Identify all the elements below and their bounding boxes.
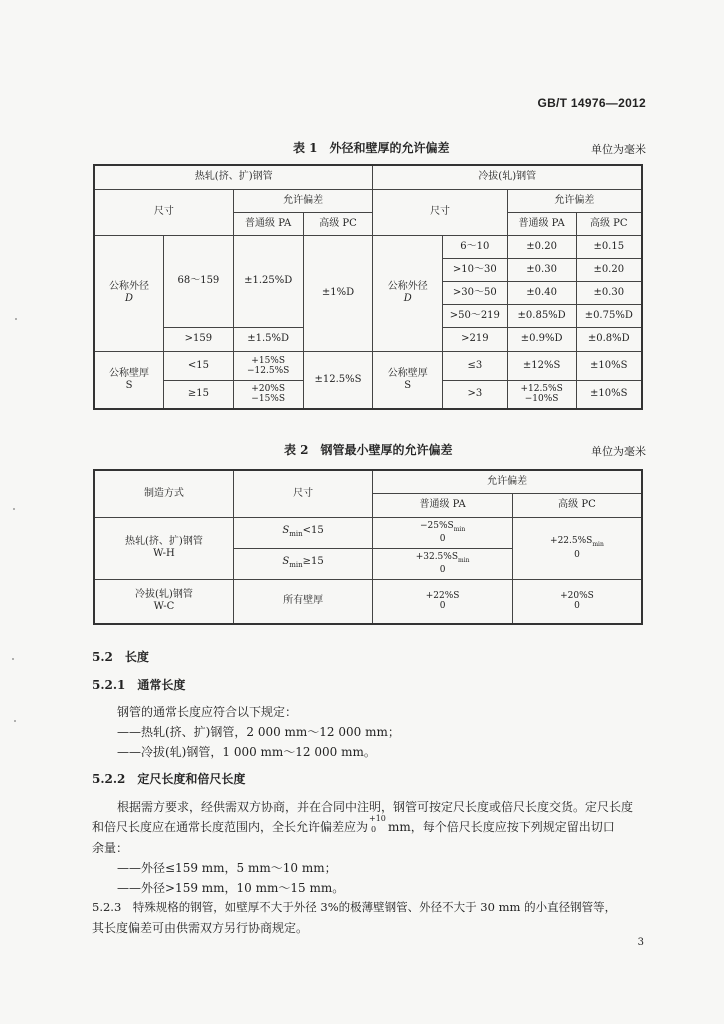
t1-cold-pa-header: 普通级 PA — [507, 212, 576, 235]
t1-hot-wt-r2-pa: +20%S −15%S — [233, 380, 303, 409]
s-symbol: S — [282, 556, 290, 567]
od-symbol: D — [403, 293, 412, 304]
t2-hot-pa-lt15 — [373, 517, 513, 548]
t1-cold-size: >219 — [442, 327, 507, 351]
s-subscript: min — [453, 525, 466, 533]
section-5-2-1: 5.2.1 通常长度 — [92, 678, 186, 692]
t1-hot-wt-r2-size: ≥15 — [164, 380, 234, 409]
t2-cold-code: W-C — [153, 601, 175, 613]
list-item: ——冷拔(轧)钢管，1 000 mm～12 000 mm。 — [117, 745, 376, 759]
t1-cold-pc: ±10%S — [576, 351, 642, 380]
t1-hot-size-header: 尺寸 — [94, 189, 233, 235]
s-subscript: min — [458, 556, 470, 564]
t1-cold-pa: ±0.20 — [507, 235, 576, 258]
t2-hot-size-lt15 — [233, 517, 372, 548]
t1-hot-wt-r1-size: <15 — [164, 351, 234, 380]
text-run: 和倍尺长度应在通常长度范围内，全长允许偏差应为 — [92, 820, 369, 834]
t1-cold-size: >30～50 — [442, 281, 507, 304]
tolerance-upper: +10 — [369, 814, 386, 823]
wt-symbol: S — [404, 379, 412, 391]
s-symbol: S — [282, 525, 290, 536]
t1-hot-od-pc: ±1%D — [303, 235, 373, 351]
t1-cold-od-label — [373, 235, 443, 351]
deviation-value: +22%S — [425, 591, 460, 602]
lower-zero: 0 — [439, 601, 446, 612]
paragraph: 钢管的通常长度应符合以下规定： — [117, 705, 298, 719]
t1-hot-header: 热轧(挤、扩)钢管 — [94, 165, 373, 189]
size-value: ≥15 — [302, 556, 324, 567]
scan-speck — [15, 318, 17, 320]
t2-hot-method — [94, 517, 233, 579]
t2-hot-pc — [512, 517, 642, 579]
t1-cold-pa: ±0.9%D — [507, 327, 576, 351]
paragraph: 根据需方要求，经供需双方协商，并在合同中注明，钢管可按定尺长度或倍尺长度交货。定尺长度 — [117, 800, 634, 814]
t2-hot-name: 热轧(挤、扩)钢管 — [125, 536, 203, 547]
paragraph: 余量： — [92, 841, 129, 855]
scan-speck — [13, 508, 15, 510]
t1-cold-pc: ±0.20 — [576, 258, 642, 281]
scan-speck — [14, 720, 16, 722]
t1-cold-size: >3 — [442, 380, 507, 409]
t2-hot-code: W-H — [153, 548, 175, 559]
t1-cold-pc: ±0.15 — [576, 235, 642, 258]
od-symbol: D — [125, 293, 134, 304]
list-item: ——外径>159 mm，10 mm～15 mm。 — [117, 881, 345, 895]
t1-cold-pc: ±10%S — [576, 380, 642, 409]
t1-cold-pa: ±0.30 — [507, 258, 576, 281]
t1-cold-pc: ±0.8%D — [576, 327, 642, 351]
deviation-value: −25%S — [420, 520, 454, 531]
t1-hot-pc-header: 高级 PC — [303, 212, 373, 235]
tolerance — [368, 814, 388, 834]
t2-allow-header: 允许偏差 — [373, 470, 642, 493]
t2-hot-pa-ge15 — [373, 548, 513, 579]
deviation-value: +20%S — [560, 591, 594, 602]
section-5-2-2: 5.2.2 定尺长度和倍尺长度 — [92, 772, 246, 786]
t1-cold-header: 冷拔(轧)钢管 — [373, 165, 642, 189]
wt-label-text: 公称壁厚 — [387, 367, 428, 379]
t1-cold-pa: +12.5%S −10%S — [507, 380, 576, 409]
t1-cold-pa: ±0.85%D — [507, 304, 576, 327]
t2-pa-header: 普通级 PA — [373, 493, 513, 517]
t1-cold-pc-header: 高级 PC — [576, 212, 642, 235]
table1-caption: 表 1 外径和壁厚的允许偏差 — [293, 141, 450, 155]
t2-size-header: 尺寸 — [233, 470, 372, 517]
t1-cold-size: 6～10 — [442, 235, 507, 258]
s-subscript: min — [289, 530, 303, 538]
page-number: 3 — [637, 937, 644, 948]
lower-zero: 0 — [574, 549, 580, 560]
t1-hot-od-r2-pa: ±1.5%D — [233, 327, 303, 351]
t2-cold-name: 冷拔(轧)钢管 — [135, 589, 193, 601]
t1-cold-size: ≤3 — [442, 351, 507, 380]
t2-cold-pc — [512, 579, 642, 624]
t2-cold-size: 所有壁厚 — [233, 579, 372, 624]
t1-hot-od-r2-size: >159 — [164, 327, 234, 351]
tolerance-lower: 0 — [371, 825, 377, 834]
table1-unit: 单位为毫米 — [591, 143, 646, 156]
section-5-2: 5.2 长度 — [92, 650, 149, 664]
wt-label-text: 公称壁厚 — [109, 367, 150, 379]
list-item: ——外径≤159 mm，5 mm～10 mm； — [117, 861, 337, 875]
paragraph: 其长度偏差可由供需双方另行协商规定。 — [92, 921, 309, 935]
text-run: mm，每个倍尺长度应按下列规定留出切口 — [388, 820, 615, 834]
t1-cold-size: >50～219 — [442, 304, 507, 327]
t1-cold-size: >10～30 — [442, 258, 507, 281]
t1-hot-pa-header: 普通级 PA — [233, 212, 303, 235]
t1-hot-wt-r1-pa: +15%S −12.5%S — [233, 351, 303, 380]
t1-hot-od-label — [94, 235, 164, 351]
t2-cold-method — [94, 579, 233, 624]
t2-pc-header: 高级 PC — [512, 493, 642, 517]
lower-zero: 0 — [439, 565, 446, 576]
size-value: <15 — [302, 525, 324, 536]
lower-zero: 0 — [574, 601, 580, 612]
wt-symbol: S — [125, 379, 133, 391]
t1-hot-wt-label — [94, 351, 164, 409]
lower-zero: 0 — [439, 534, 446, 545]
t1-cold-pc: ±0.30 — [576, 281, 642, 304]
t1-cold-pa: ±12%S — [507, 351, 576, 380]
t2-hot-size-ge15 — [233, 548, 372, 579]
deviation-value: +22.5%S — [550, 536, 593, 547]
deviation-value: +32.5%S — [415, 551, 459, 562]
t1-cold-wt-label — [373, 351, 443, 409]
table1 — [93, 164, 643, 410]
t1-hot-allow-header: 允许偏差 — [233, 189, 373, 212]
scan-speck — [12, 658, 14, 660]
paragraph: 5.2.3 特殊规格的钢管，如壁厚不大于外径 3%的极薄壁钢管、外径不大于 30 mm 的小直径钢管等， — [92, 900, 617, 914]
paragraph — [92, 814, 615, 835]
standard-number: GB/T 14976—2012 — [537, 96, 646, 110]
s-subscript: min — [289, 561, 303, 569]
t1-cold-allow-header: 允许偏差 — [507, 189, 642, 212]
table2-caption: 表 2 钢管最小壁厚的允许偏差 — [284, 443, 453, 457]
t1-cold-size-header: 尺寸 — [373, 189, 507, 235]
list-item: ——热轧(挤、扩)钢管，2 000 mm～12 000 mm； — [117, 725, 400, 739]
table2 — [93, 469, 643, 625]
od-label-text: 公称外径 — [109, 281, 150, 292]
t1-cold-pa: ±0.40 — [507, 281, 576, 304]
od-label-text: 公称外径 — [387, 281, 428, 292]
t2-cold-pa — [373, 579, 513, 624]
table2-unit: 单位为毫米 — [591, 445, 646, 458]
s-subscript: min — [592, 540, 604, 548]
t1-cold-pc: ±0.75%D — [576, 304, 642, 327]
t1-hot-od-r1-size: 68～159 — [164, 235, 234, 327]
t1-hot-wt-pc: ±12.5%S — [303, 351, 373, 409]
t2-method-header: 制造方式 — [94, 470, 233, 517]
t1-hot-od-r1-pa: ±1.25%D — [233, 235, 303, 327]
